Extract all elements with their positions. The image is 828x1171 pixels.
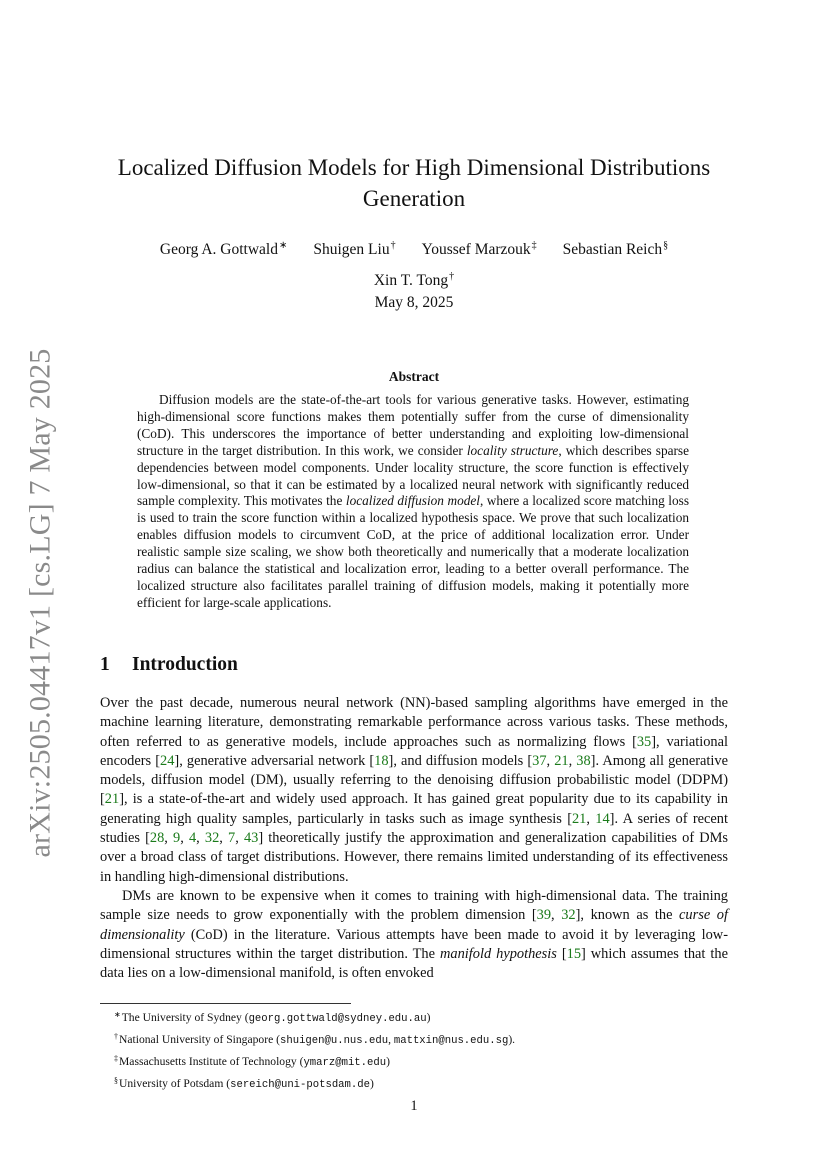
citation-link[interactable]: 21 [571, 810, 587, 827]
author: Xin T. Tong† [373, 271, 455, 289]
abstract-body: Diffusion models are the state-of-the-art tools for various generative tasks. However, estimating high-dimensional score functions makes them potentially suffer from the curse of dimensionality (CoD). This underscores the importance of better understanding and exploiting low-dimensional structure in the target distribution. In this work, we consider locality structure, which describes sparse dependencies between model components. Under locality structure, the score function is effectively low-dimensional, so that it can be estimated by a localized neural network with significantly reduced sample complexity. This motivates the localized diffusion model, where a localized score matching loss is used to train the score function within a localized hypothesis space. We prove that such localization enables diffusion models to circumvent CoD, at the price of additional localization error. Under realistic sample size scaling, we show both theoretically and numerically that a moderate localization radius can balance the statistical and localization error, leading to a better overall performance. The localized structure also facilitates parallel training of diffusion models, making it potentially more efficient for large-scale applications. [137, 392, 690, 610]
paragraph: DMs are known to be expensive when it comes to training with high-dimensional data. The training sample size needs to grow exponentially with the problem dimension [39, 32], known as the curse of dimensionality (CoD) in the literature. Various attempts have been made to avoid it by leveraging low-dimensional structures within the target distribution. The manifold hypothesis [15] which assumes that the data lies on a low-dimensional manifold, is often envoked [100, 887, 728, 982]
citation-link[interactable]: 43 [243, 830, 259, 847]
footnotes [114, 1006, 728, 1094]
citation-link[interactable]: 21 [104, 791, 120, 808]
citation-link[interactable]: 32 [561, 907, 576, 924]
citation-link[interactable]: 18 [374, 752, 389, 769]
author: Youssef Marzouk‡ [421, 240, 537, 258]
body-text [100, 694, 728, 983]
citation-link[interactable]: 9 [173, 830, 181, 847]
citation-link[interactable]: 38 [576, 752, 591, 769]
arxiv-stamp [8, 348, 72, 857]
section-title: Introduction [132, 654, 238, 675]
footnote: §University of Potsdam (sereich@uni-potsdam.de) [114, 1076, 374, 1091]
author-row-2 [100, 263, 728, 294]
citation-link[interactable]: 28 [149, 830, 165, 847]
footnote: ‡Massachusetts Institute of Technology (ymarz@mit.edu) [114, 1054, 390, 1069]
citation-link[interactable]: 7 [228, 830, 236, 847]
citation-link[interactable]: 39 [536, 907, 552, 924]
paper-date: May 8, 2025 [374, 294, 454, 311]
author-row-1 [100, 232, 728, 263]
author: Shuigen Liu† [313, 240, 396, 258]
citation-link[interactable]: 37 [532, 752, 547, 769]
footnote: †National University of Singapore (shuigen@u.nus.edu, mattxin@nus.edu.sg). [114, 1032, 516, 1047]
citation-link[interactable]: 24 [160, 752, 175, 769]
author-list [100, 232, 728, 294]
paper-title: Localized Diffusion Models for High Dimensional Distributions Generation [117, 155, 711, 211]
citation-link[interactable]: 4 [188, 830, 197, 847]
abstract-heading: Abstract [388, 369, 440, 384]
footnote: ∗The University of Sydney (georg.gottwald@sydney.edu.au) [114, 1010, 431, 1025]
section-number: 1 [100, 654, 110, 675]
paragraph: Over the past decade, numerous neural network (NN)-based sampling algorithms have emerged in the machine learning literature, demonstrating remarkable performance across various tasks. These methods, often referred to as generative models, include approaches such as normalizing flows [35], variational encoders [24], generative adversarial network [18], and diffusion models [37, 21, 38]. Among all generative models, diffusion model (DM), usually referring to the denoising diffusion probabilistic model (DDPM) [21], is a state-of-the-art and widely used approach. It has gained great popularity due to its capability in generating high quality samples, particularly in tasks such as image synthesis [21, 14]. A series of recent studies [28, 9, 4, 32, 7, 43] theoretically justify the approximation and generalization capabilities of DMs over a broad class of target distributions. However, there remains limited understanding of its effectiveness in handling high-dimensional distributions. [100, 695, 729, 885]
citation-link[interactable]: 32 [204, 830, 220, 847]
footnote-rule [100, 1003, 351, 1004]
citation-link[interactable]: 14 [595, 810, 610, 827]
citation-link[interactable]: 21 [554, 752, 569, 769]
arxiv-stamp-text: arXiv:2505.04417v1 [cs.LG] 7 May 2025 [23, 348, 56, 857]
section-heading [100, 654, 238, 676]
citation-link[interactable]: 35 [636, 733, 652, 750]
author: Georg A. Gottwald∗ [159, 240, 288, 258]
citation-link[interactable]: 15 [566, 945, 582, 962]
page-number: 1 [410, 1098, 418, 1114]
author: Sebastian Reich§ [562, 240, 669, 258]
